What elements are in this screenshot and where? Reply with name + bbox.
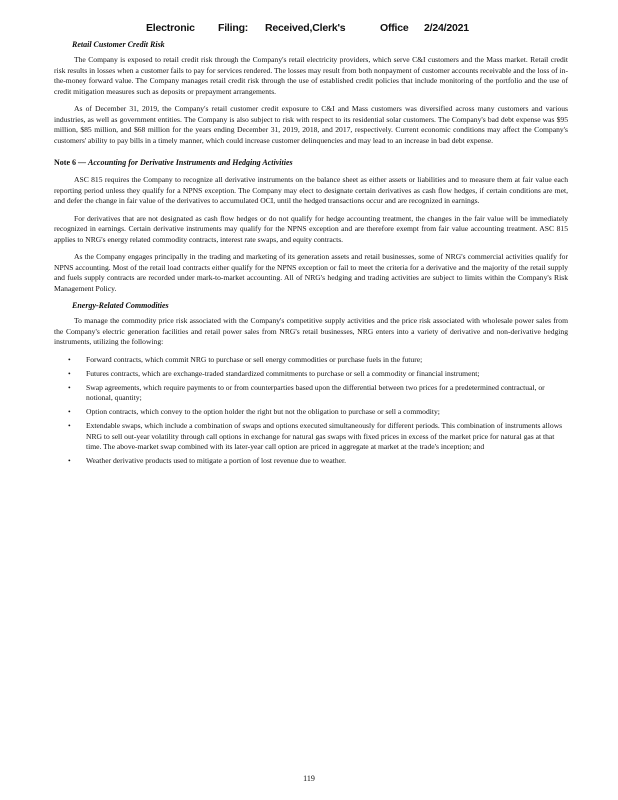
list-item: • Extendable swaps, which include a combination of swaps and options executed simultaneously for different periods. This combination of instruments allows NRG to sell out-year volatility through call options in exchange for natural gas swaps with fixed prices in excess of the market price for natural gas at that time. The above-market swap combined with its later-year call option are priced in aggregate at market at the trade's inception; and <box>54 421 568 453</box>
document-body <box>54 40 568 470</box>
header-office: Office <box>380 22 409 34</box>
retail-credit-risk-paragraph-1: The Company is exposed to retail credit risk through the Company's retail electricity providers, which serve C&I customers and the Mass market. Retail credit risk results in losses when a customer fails to pay for services rendered. The losses may result from both nonpayment of customer accounts receivable and the loss of in-the-money forward value. The Company manages retail credit risk through the use of established credit policies that include monitoring of the portfolio and the use of credit mitigation measures such as deposits or prepayment arrangements. <box>54 55 568 96</box>
note-6-prefix: Note 6 — <box>54 158 88 167</box>
note-6-paragraph-2: For derivatives that are not designated as cash flow hedges or do not qualify for hedge accounting treatment, the changes in the fair value will be immediately recognized in earnings. Certain derivative instruments may qualify for the NPNS exception and are therefore exempt from fair value accounting treatment. ASC 815 applies to NRG's energy related commodity contracts, interest rate swaps, and equity contracts. <box>54 213 568 244</box>
note-6-paragraph-1: ASC 815 requires the Company to recognize all derivative instruments on the balance sheet as either assets or liabilities and to measure them at fair value each reporting period unless they qualify for a NPNS exception. The Company may elect to designate certain derivatives as cash flow hedges, if certain conditions are met, and defer the change in fair value of the derivatives to accumulated OCI, until the hedged transactions occur and are recognized in earnings. <box>54 175 568 205</box>
header-date: 2/24/2021 <box>424 22 469 34</box>
note-6-paragraph-3: As the Company engages principally in the trading and marketing of its generation assets and retail businesses, some of NRG's commercial activities qualify for NPNS accounting. Most of the retail load contracts either qualify for the NPNS exception or fail to meet the criteria for a derivative and the majority of the retail supply and fuels supply contracts are recorded under mark-to-market accounting. All of NRG's hedging and trading activities are subject to limits within the Company's Risk Management Policy. <box>54 252 568 293</box>
list-item: • Option contracts, which convey to the option holder the right but not the obligation to purchase or sell a commodity; <box>54 407 568 418</box>
instrument-list <box>54 355 568 467</box>
note-6-heading <box>54 158 568 167</box>
retail-credit-risk-paragraph-2: As of December 31, 2019, the Company's retail customer credit exposure to C&I and Mass customers was diversified across many customers and various industries, as well as government entities. The Company is also subject to risk with respect to its residential solar customers. The Company's bad debt expense was $95 million, $85 million, and $68 million for the years ending December 31, 2019, 2018, and 2017, respectively. Current economic conditions may affect the Company's customers' ability to pay bills in a timely manner, which could increase customer delinquencies and may lead to an increase in bad debt expense. <box>54 104 568 145</box>
header-electronic: Electronic <box>146 22 195 34</box>
list-item: • Forward contracts, which commit NRG to purchase or sell energy commodities or purchase fuels in the future; <box>54 355 568 366</box>
header-filing: Filing: <box>218 22 249 34</box>
energy-commodities-heading: Energy-Related Commodities <box>72 301 169 310</box>
energy-commodities-intro: To manage the commodity price risk associated with the Company's competitive supply activities and the price risk associated with wholesale power sales from the Company's electric generation facilities and retail power sales from NRG's retail businesses, NRG enters into a variety of derivative and non-derivative hedging instruments, utilizing the following: <box>54 316 568 346</box>
retail-credit-risk-heading: Retail Customer Credit Risk <box>72 40 165 49</box>
page-number: 119 <box>303 774 315 783</box>
note-6-title: Accounting for Derivative Instruments and Hedging Activities <box>88 158 293 167</box>
list-item: • Futures contracts, which are exchange-traded standardized commitments to purchase or sell a commodity or financial instrument; <box>54 369 568 380</box>
list-item: • Swap agreements, which require payments to or from counterparties based upon the differential between two prices for a predetermined contractual, or notional, quantity; <box>54 383 568 404</box>
header-received: Received,Clerk's <box>265 22 346 34</box>
list-item: • Weather derivative products used to mitigate a portion of lost revenue due to weather. <box>54 456 568 467</box>
